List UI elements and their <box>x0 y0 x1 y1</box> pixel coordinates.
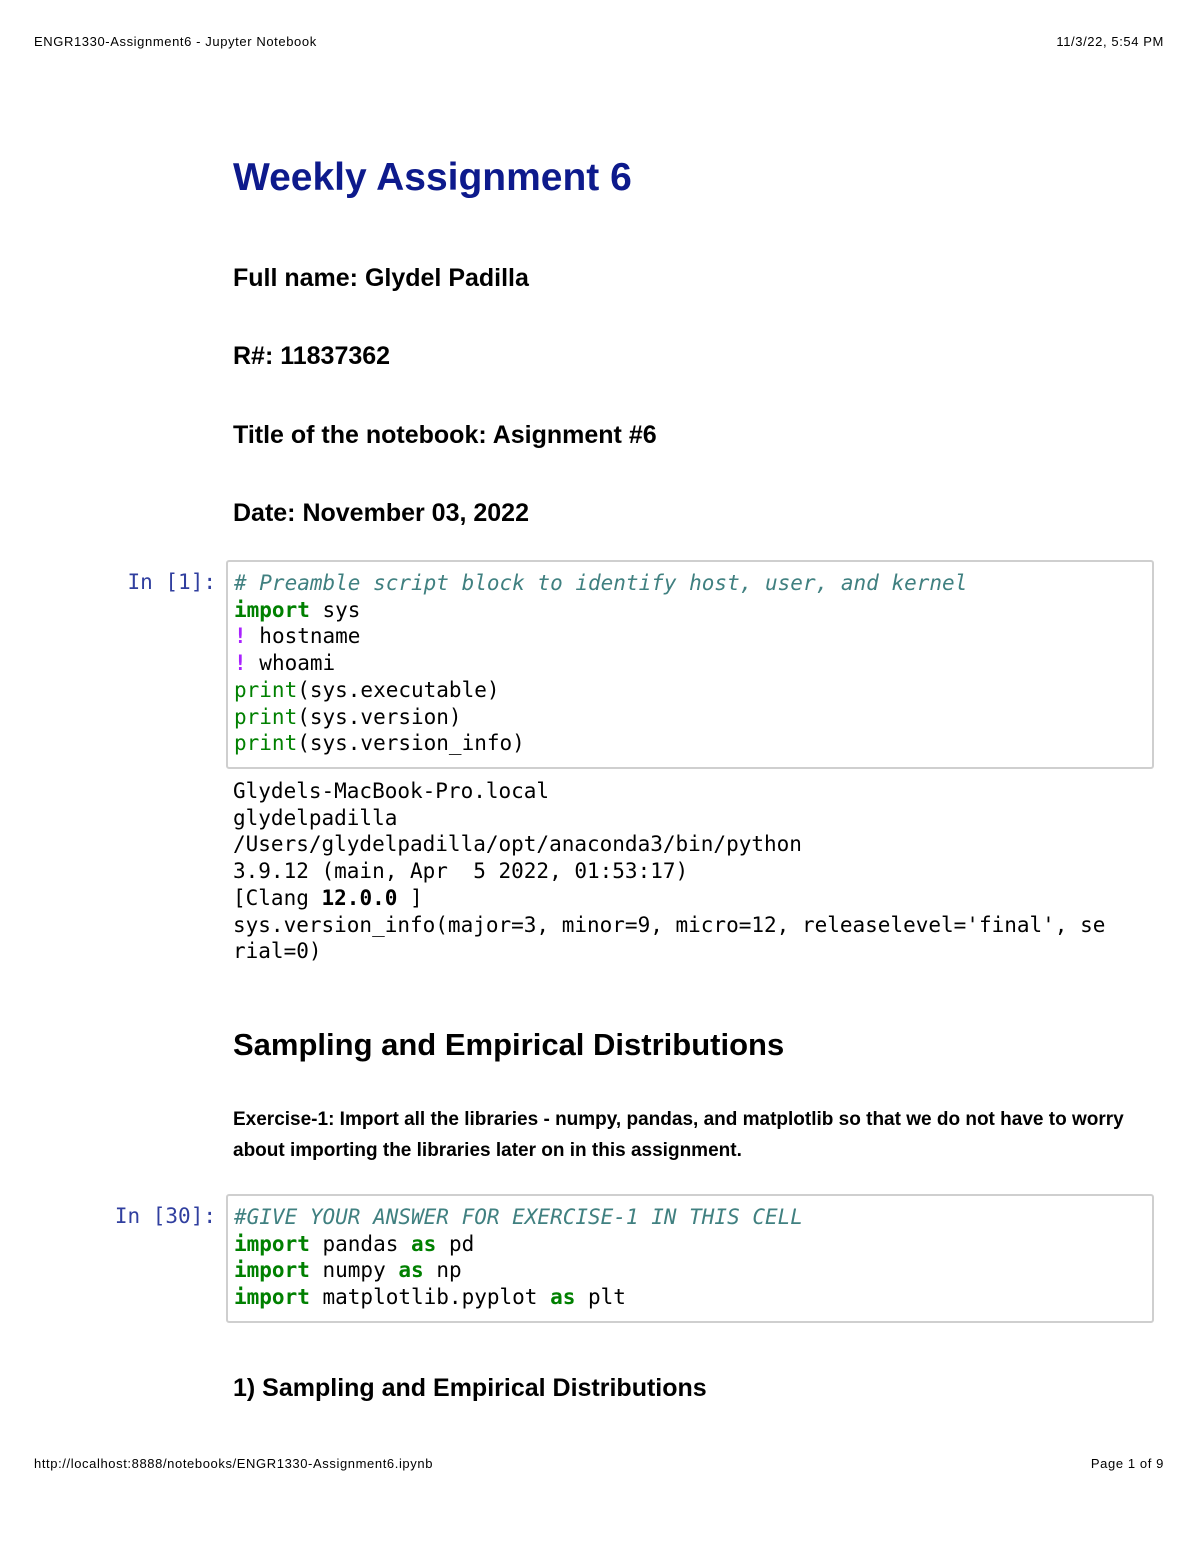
code-line <box>234 704 1152 731</box>
output-line: glydelpadilla <box>233 805 398 830</box>
code-text: (sys.version) <box>297 704 462 729</box>
print-header-title: ENGR1330-Assignment6 - Jupyter Notebook <box>34 34 317 49</box>
code-text: (sys.executable) <box>297 677 500 702</box>
print-footer-url: http://localhost:8888/notebooks/ENGR1330-Assignment6.ipynb <box>34 1456 434 1471</box>
notebook-title-heading: Title of the notebook: Asignment #6 <box>233 421 657 449</box>
code-text: whoami <box>246 651 336 676</box>
code-keyword: import <box>234 1285 310 1310</box>
r-number-heading: R#: 11837362 <box>233 342 391 370</box>
code-keyword: import <box>234 597 310 622</box>
code-text: np <box>423 1258 462 1283</box>
code-line <box>234 1257 1152 1284</box>
code-line <box>234 597 1152 624</box>
section-heading: Sampling and Empirical Distributions <box>233 1027 785 1062</box>
code-keyword: import <box>234 1258 310 1283</box>
cell1-prompt: In [1]: <box>127 570 216 594</box>
output-line: /Users/glydelpadilla/opt/anaconda3/bin/python <box>233 832 802 857</box>
cell1-output-area <box>233 778 1153 965</box>
code-keyword: import <box>234 1231 310 1256</box>
code-text: plt <box>575 1285 626 1310</box>
exercise-1-text: Exercise-1: Import all the libraries - numpy, pandas, and matplotlib so that we do not have to worry about importing the libraries later on in this assignment. <box>233 1109 1124 1161</box>
code-text: (sys.version_info) <box>297 731 525 756</box>
output-number: 12.0.0 <box>321 885 398 910</box>
code-line <box>234 1284 1152 1311</box>
output-line <box>233 885 1153 912</box>
date-heading: Date: November 03, 2022 <box>233 499 529 527</box>
code-text: pandas <box>309 1231 412 1256</box>
code-line <box>234 650 1152 677</box>
subsection-heading: 1) Sampling and Empirical Distributions <box>233 1374 707 1402</box>
code-text: hostname <box>246 624 361 649</box>
code-line <box>234 730 1152 757</box>
code-keyword: as <box>550 1285 576 1310</box>
code-text: sys <box>309 597 361 622</box>
cell2-input-area[interactable] <box>226 1194 1154 1323</box>
cell1-input-area[interactable] <box>226 560 1154 769</box>
shell-bang: ! <box>234 624 247 649</box>
code-line <box>234 677 1152 704</box>
cell2-prompt: In [30]: <box>114 1204 216 1228</box>
code-builtin: print <box>234 704 298 729</box>
code-text: matplotlib.pyplot <box>309 1285 551 1310</box>
code-line <box>234 623 1152 650</box>
code-comment: #GIVE YOUR ANSWER FOR EXERCISE-1 IN THIS CELL <box>234 1205 803 1229</box>
code-line <box>234 570 1152 597</box>
code-keyword: as <box>398 1258 424 1283</box>
code-text: numpy <box>309 1258 399 1283</box>
page-title: Weekly Assignment 6 <box>233 156 632 199</box>
output-line: Glydels-MacBook-Pro.local <box>233 779 550 803</box>
code-comment: # Preamble script block to identify host, user, and kernel <box>234 571 968 595</box>
output-text: [Clang <box>233 885 322 910</box>
code-line <box>234 1204 1152 1231</box>
code-line <box>234 1231 1152 1258</box>
output-line: 3.9.12 (main, Apr 5 2022, 01:53:17) <box>233 859 689 884</box>
code-keyword: as <box>411 1231 437 1256</box>
code-builtin: print <box>234 731 298 756</box>
output-line: rial=0) <box>233 939 322 964</box>
print-header-datetime: 11/3/22, 5:54 PM <box>1056 34 1164 49</box>
code-builtin: print <box>234 677 298 702</box>
code-text: pd <box>436 1231 475 1256</box>
print-footer-page: Page 1 of 9 <box>1090 1456 1164 1471</box>
output-text: ] <box>397 885 423 910</box>
shell-bang: ! <box>234 651 247 676</box>
full-name-heading: Full name: Glydel Padilla <box>233 264 529 292</box>
output-line: sys.version_info(major=3, minor=9, micro=12, releaselevel='final', se <box>233 912 1106 937</box>
